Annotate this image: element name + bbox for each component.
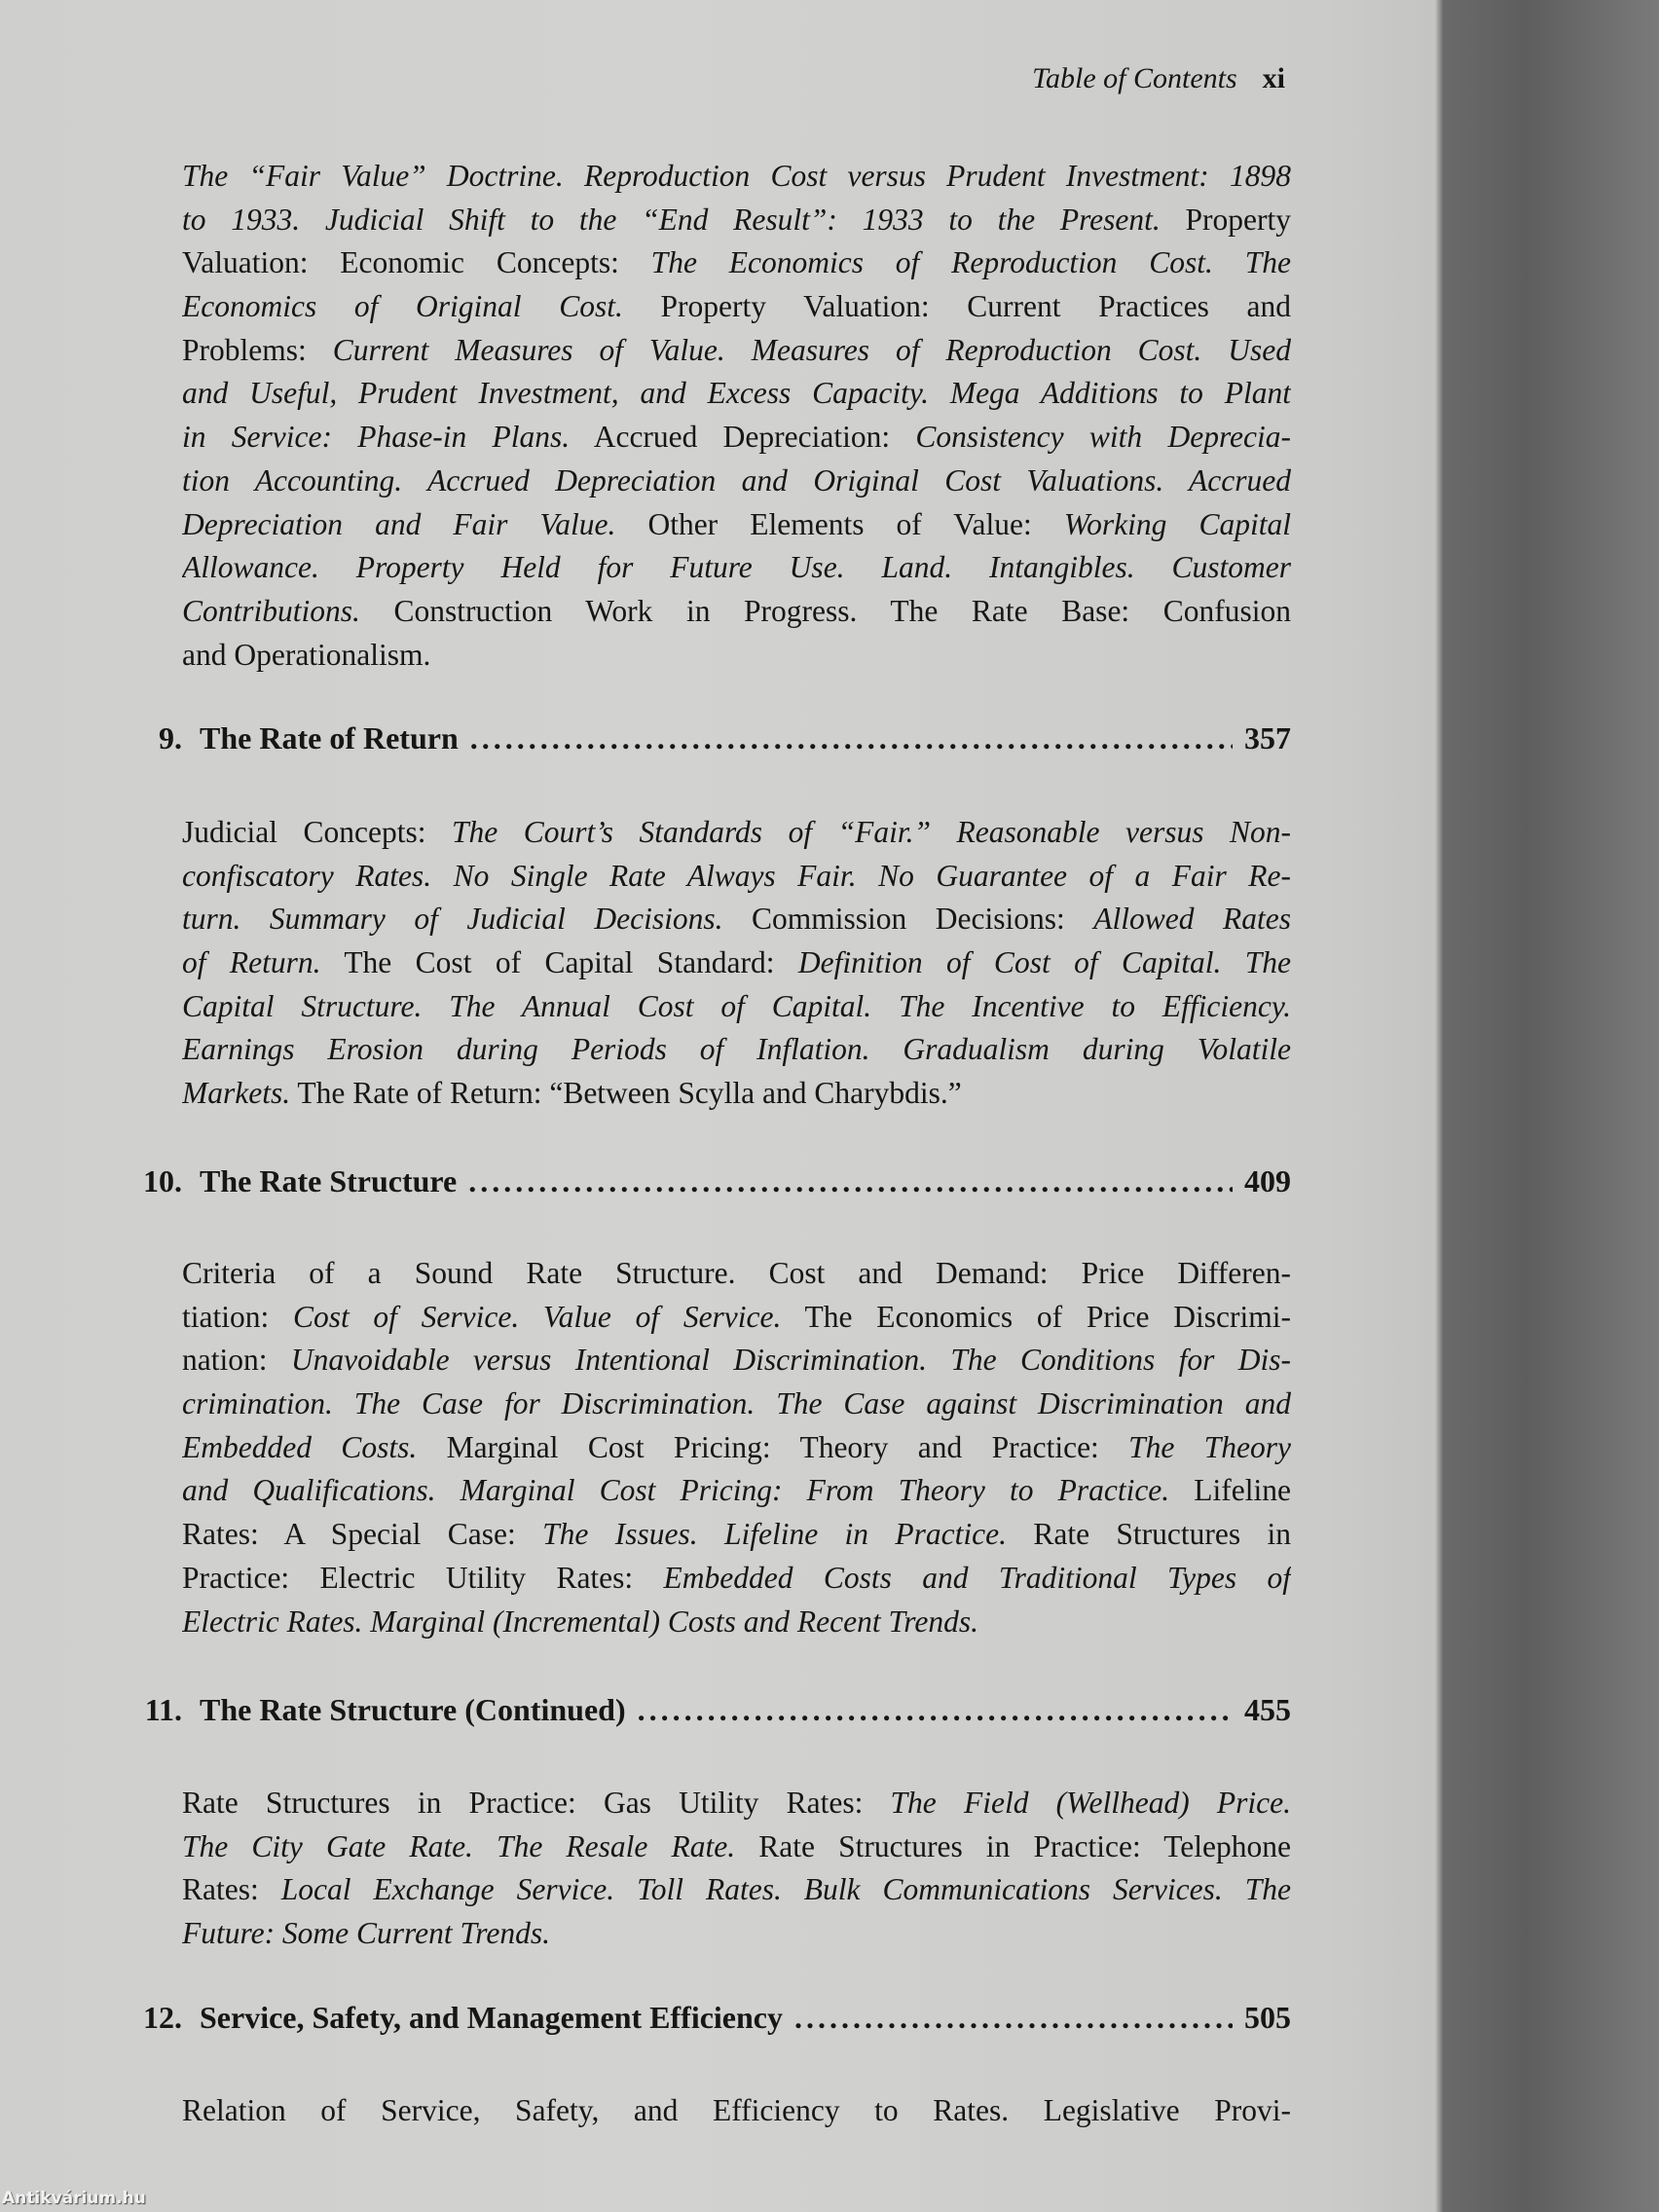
italic-subtopic: Electric Rates. Marginal (Incremental) Costs and Recent Trends. <box>182 1604 978 1639</box>
italic-subtopic: Unavoidable versus Intentional Discrimination. The Conditions for Dis- <box>290 1343 1291 1378</box>
chapter-number: 12. <box>143 2000 182 2035</box>
chapter-number: 11. <box>144 1692 182 1727</box>
text-line <box>182 285 1291 329</box>
text-line <box>182 372 1291 416</box>
text-line <box>182 155 1291 199</box>
text-line <box>182 329 1291 373</box>
toc-entry-chapter-9[interactable] <box>97 720 1291 765</box>
italic-subtopic: The Court’s Standards of “Fair.” Reasonable versus Non- <box>451 815 1291 849</box>
section-topic: tiation: <box>182 1299 293 1334</box>
section-topic: Rates: A Special Case: <box>182 1517 543 1552</box>
text-line <box>182 1912 1291 1956</box>
text-line <box>182 590 1291 634</box>
section-topic: Other Elements of Value: <box>615 506 1064 541</box>
chapter-title: The Rate of Return <box>200 720 459 756</box>
italic-subtopic: The Theory <box>1128 1429 1291 1464</box>
dot-leader <box>794 2000 1233 2036</box>
section-topic: Relation of Service, Safety, and Efficiency to Rates. Legislative Provi- <box>182 2093 1291 2127</box>
italic-subtopic: Definition of Cost of Capital. The <box>797 945 1291 980</box>
italic-subtopic: Contributions. <box>182 593 360 628</box>
italic-subtopic: Embedded Costs. <box>182 1429 418 1464</box>
section-topic: The Cost of Capital Standard: <box>320 945 798 980</box>
italic-subtopic: Earnings Erosion during Periods of Inflation. Gradualism during Volatile <box>182 1032 1291 1067</box>
chapter-page: 455 <box>1244 1692 1291 1727</box>
text-line <box>182 985 1291 1029</box>
text-line <box>182 546 1291 590</box>
section-topic: The Rate of Return: “Between Scylla and Charybdis.” <box>290 1076 962 1111</box>
text-line <box>182 1426 1291 1470</box>
toc-entry-chapter-10[interactable] <box>97 1163 1291 1208</box>
chapter-11-summary <box>182 1782 1291 1956</box>
header-title: Table of Contents <box>1032 62 1237 94</box>
italic-subtopic: The Economics of Reproduction Cost. The <box>650 245 1291 280</box>
chapter-title: The Rate Structure (Continued) <box>200 1692 626 1727</box>
italic-subtopic: turn. Summary of Judicial Decisions. <box>182 902 723 937</box>
italic-subtopic: tion Accounting. Accrued Depreciation and Original Cost Valuations. Accrued <box>182 462 1291 498</box>
italic-subtopic: Current Measures of Value. Measures of Reproduction Cost. Used <box>332 332 1291 367</box>
section-topic: Property <box>1160 202 1291 237</box>
section-topic: Rate Structures in <box>1006 1517 1291 1552</box>
italic-subtopic: Economics of Original Cost. <box>182 289 623 324</box>
italic-subtopic: Cost of Service. Value of Service. <box>292 1299 782 1334</box>
text-line <box>182 1557 1291 1601</box>
italic-subtopic: and Qualifications. Marginal Cost Pricing: From Theory to Practice. <box>182 1473 1170 1508</box>
italic-subtopic: Capital Structure. The Annual Cost of Capital. The Incentive to Efficiency. <box>182 988 1291 1023</box>
chapter-title: The Rate Structure <box>200 1163 458 1198</box>
text-line <box>182 199 1291 242</box>
italic-subtopic: Consistency with Deprecia- <box>915 420 1291 455</box>
text-line <box>182 1072 1291 1116</box>
text-line <box>182 1601 1291 1644</box>
italic-subtopic: Depreciation and Fair Value. <box>182 506 616 541</box>
text-line <box>182 634 1291 678</box>
text-line <box>182 811 1291 855</box>
text-line <box>182 1513 1291 1557</box>
chapter-page: 357 <box>1244 720 1291 756</box>
chapter-title: Service, Safety, and Management Efficiency <box>200 2000 783 2035</box>
text-line <box>182 1782 1291 1825</box>
toc-entry-chapter-12[interactable] <box>97 2000 1291 2045</box>
section-topic: nation: <box>182 1343 291 1378</box>
text-line <box>182 1296 1291 1340</box>
italic-subtopic: confiscatory Rates. No Single Rate Always Fair. No Guarantee of a Fair Re- <box>182 858 1291 893</box>
section-topic: Commission Decisions: <box>722 902 1094 937</box>
italic-subtopic: The City Gate Rate. The Resale Rate. <box>182 1828 736 1863</box>
chapter-page: 409 <box>1244 1163 1291 1198</box>
text-line <box>182 1028 1291 1072</box>
page-number: xi <box>1262 62 1285 94</box>
italic-subtopic: Allowed Rates <box>1093 902 1291 937</box>
text-line <box>182 1382 1291 1426</box>
section-topic: Practice: Electric Utility Rates: <box>182 1560 664 1595</box>
text-line <box>182 1339 1291 1382</box>
section-topic: Accrued Depreciation: <box>570 420 916 455</box>
chapter-number: 10. <box>143 1163 182 1198</box>
toc-entry-chapter-11[interactable] <box>97 1692 1291 1737</box>
chapter-page: 505 <box>1244 2000 1291 2035</box>
section-topic: Property Valuation: Current Practices and <box>622 289 1291 324</box>
chapter-12-summary <box>182 2089 1291 2133</box>
section-topic: and Operationalism. <box>182 637 431 672</box>
text-line <box>182 2089 1291 2133</box>
section-topic: Rate Structures in Practice: Gas Utility Rates: <box>182 1786 891 1820</box>
text-line <box>182 241 1291 285</box>
section-topic: Construction Work in Progress. The Rate Base: Confusion <box>359 593 1291 628</box>
italic-subtopic: crimination. The Case for Discrimination. The Case against Discrimination and <box>182 1386 1291 1421</box>
running-header <box>1032 62 1285 95</box>
italic-subtopic: Allowance. Property Held for Future Use. Land. Intangibles. Customer <box>182 550 1291 585</box>
text-line <box>182 1868 1291 1912</box>
chapter-8-summary <box>182 155 1291 677</box>
section-topic: Valuation: Economic Concepts: <box>182 245 651 280</box>
section-topic: Judicial Concepts: <box>182 815 452 849</box>
text-line <box>182 460 1291 503</box>
watermark-logo: Antikvárium.hu <box>2 2189 146 2208</box>
text-line <box>182 503 1291 547</box>
section-topic: Rates: <box>182 1872 281 1907</box>
italic-subtopic: Future: Some Current Trends. <box>182 1916 550 1951</box>
section-topic: Problems: <box>182 332 333 367</box>
dot-leader <box>468 1163 1233 1199</box>
chapter-9-summary <box>182 811 1291 1116</box>
italic-subtopic: of Return. <box>182 945 321 980</box>
text-line <box>182 941 1291 985</box>
text-line <box>182 1469 1291 1513</box>
chapter-10-summary <box>182 1252 1291 1643</box>
section-topic: Criteria of a Sound Rate Structure. Cost and Demand: Price Differen- <box>182 1256 1291 1290</box>
italic-subtopic: Markets. <box>182 1076 291 1111</box>
text-line <box>182 1825 1291 1869</box>
section-topic: Rate Structures in Practice: Telephone <box>735 1828 1291 1863</box>
text-line <box>182 898 1291 941</box>
italic-subtopic: and Useful, Prudent Investment, and Excess Capacity. Mega Additions to Plant <box>182 376 1291 411</box>
text-line <box>182 855 1291 899</box>
italic-subtopic: The Field (Wellhead) Price. <box>890 1786 1291 1820</box>
section-topic: Marginal Cost Pricing: Theory and Practice: <box>417 1429 1129 1464</box>
italic-subtopic: Working Capital <box>1063 506 1291 541</box>
dot-leader <box>638 1692 1233 1728</box>
section-topic: The Economics of Price Discrimi- <box>781 1299 1291 1334</box>
italic-subtopic: Local Exchange Service. Toll Rates. Bulk Communications Services. The <box>280 1872 1291 1907</box>
text-line <box>182 1252 1291 1296</box>
italic-subtopic: The “Fair Value” Doctrine. Reproduction Cost versus Prudent Investment: 1898 <box>182 159 1291 193</box>
section-topic: Lifeline <box>1169 1473 1291 1508</box>
italic-subtopic: The Issues. Lifeline in Practice. <box>542 1517 1007 1552</box>
chapter-number: 9. <box>159 720 182 756</box>
italic-subtopic: in Service: Phase-in Plans. <box>182 420 571 455</box>
text-line <box>182 416 1291 460</box>
dot-leader <box>470 720 1233 756</box>
italic-subtopic: to 1933. Judicial Shift to the “End Result”: 1933 to the Present. <box>182 202 1161 237</box>
italic-subtopic: Embedded Costs and Traditional Types of <box>663 1560 1291 1595</box>
